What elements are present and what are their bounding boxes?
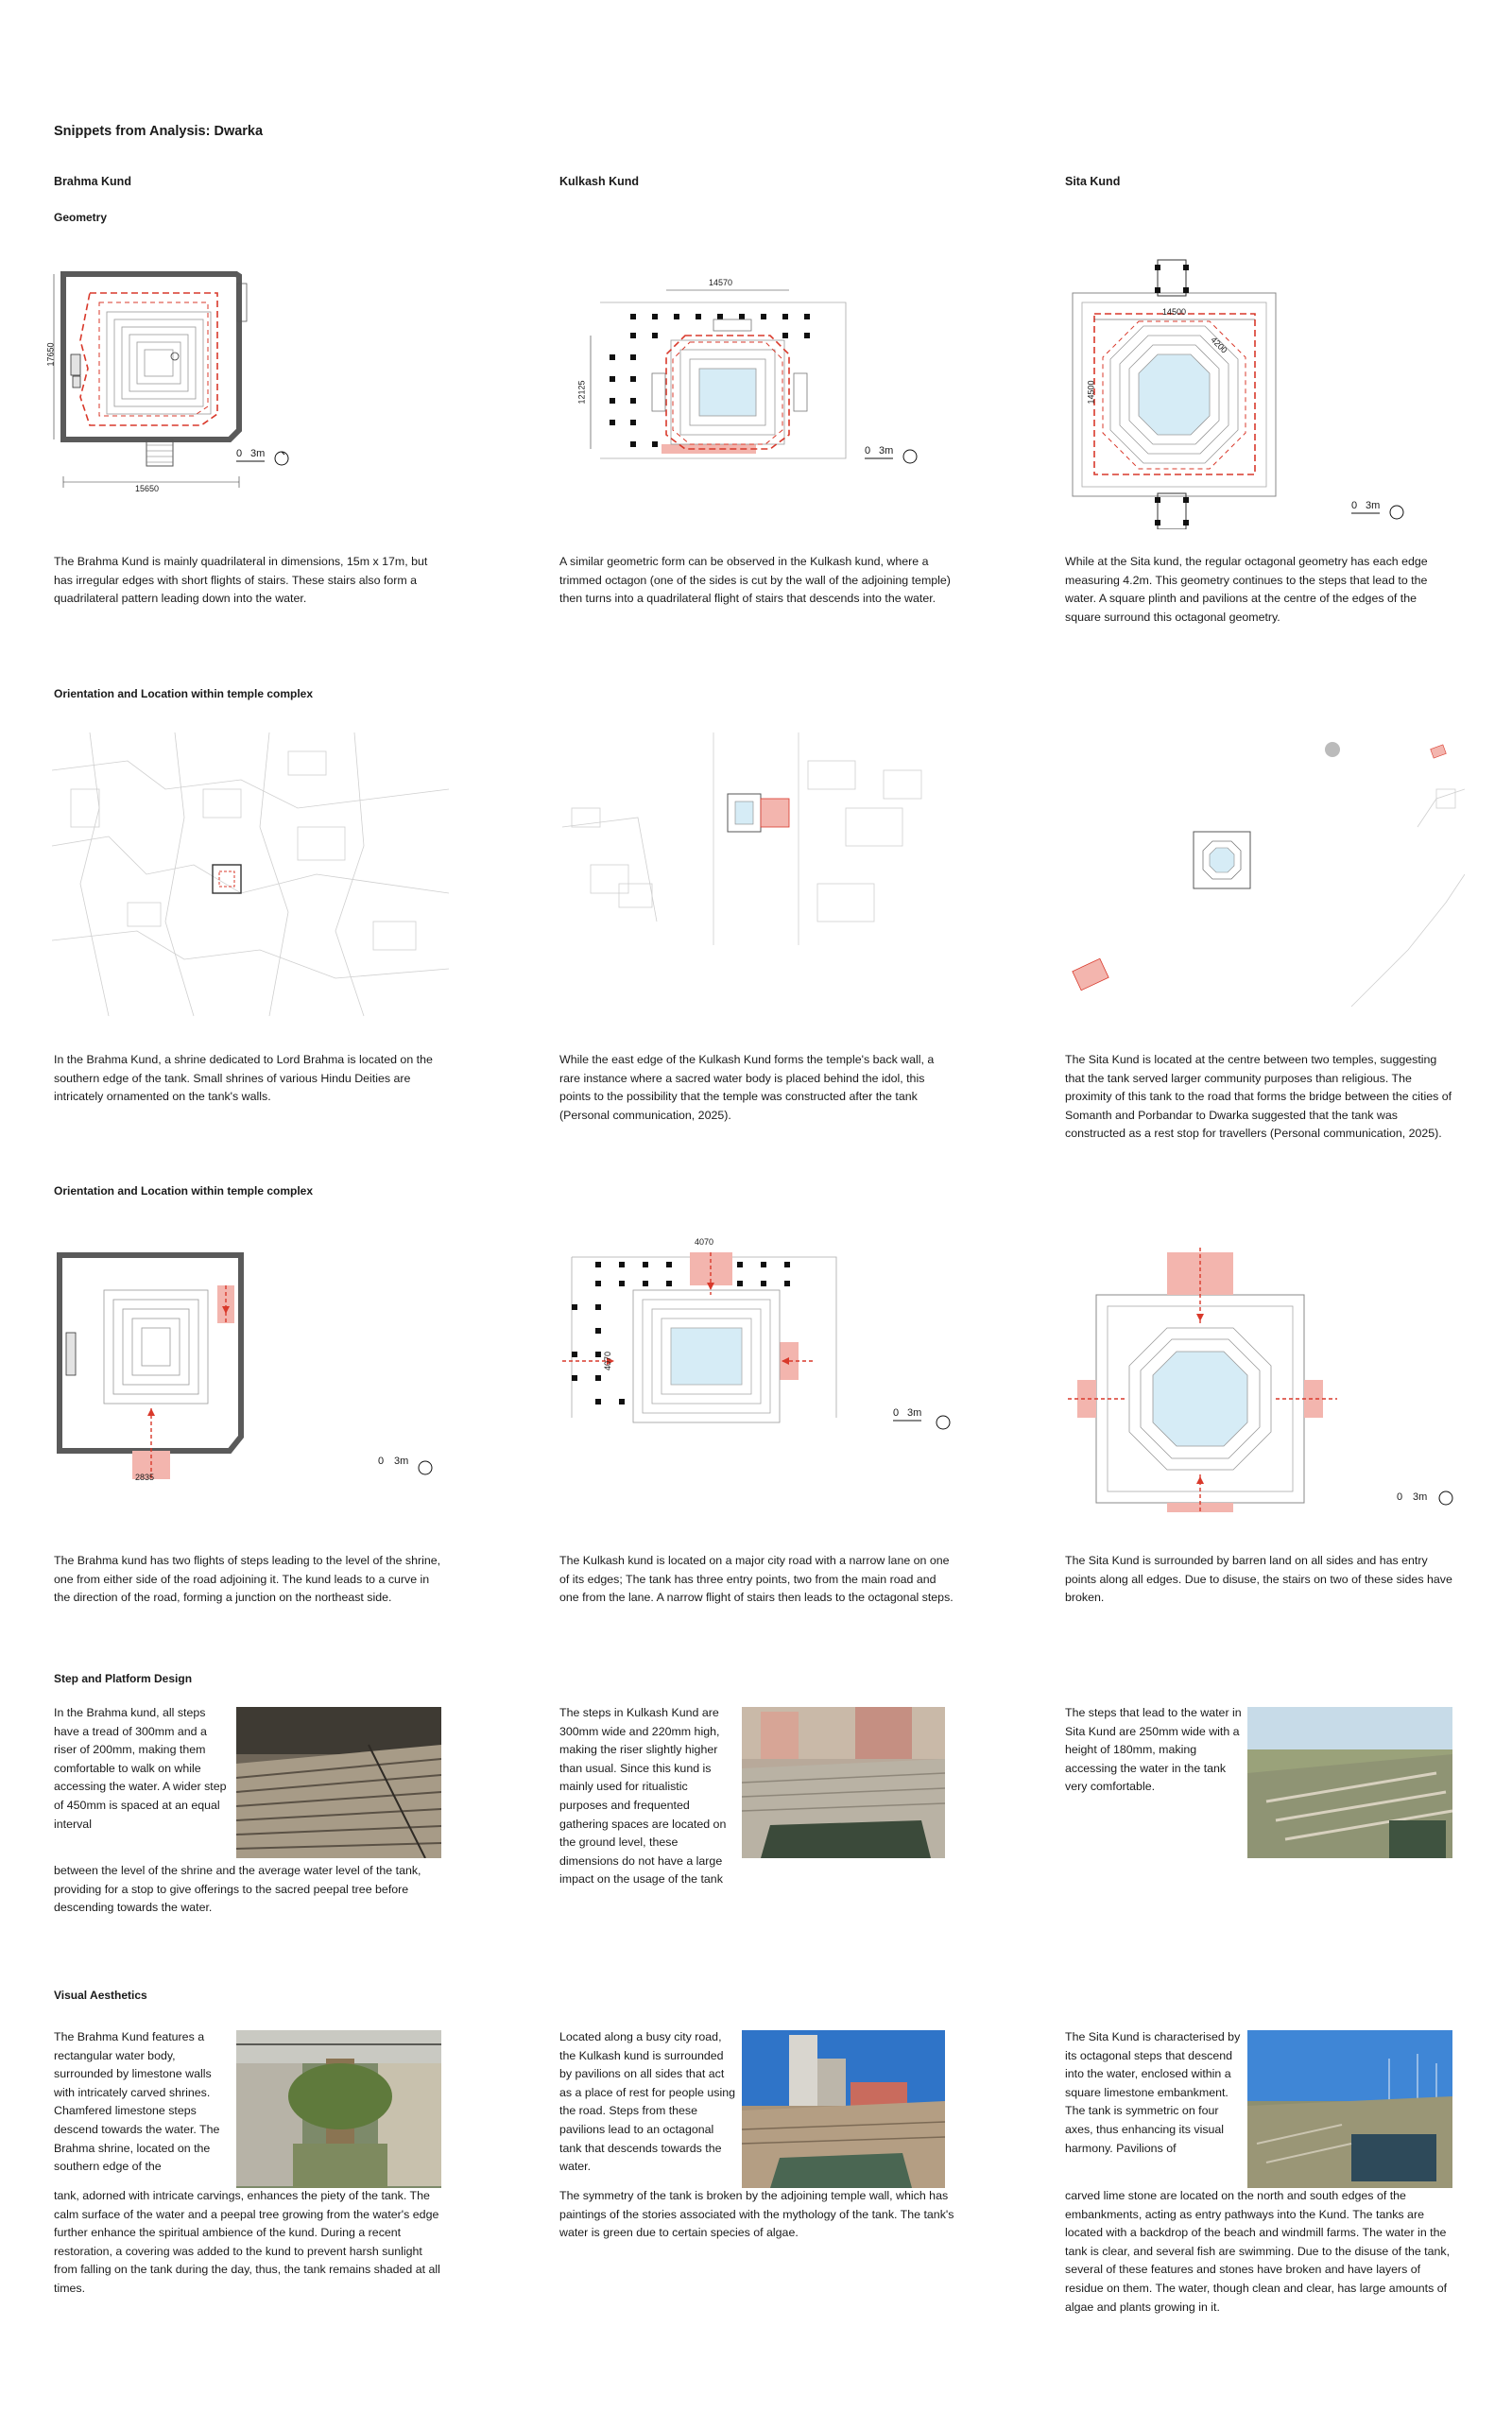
section-heading-aesthetics: Visual Aesthetics — [54, 1989, 147, 2002]
sita-scale-zero: 0 — [1351, 500, 1358, 511]
steps-text-sita: The steps that lead to the water in Sita Kund are 250mm wide with a height of 180mm, making accessing the water in the tank very comfortable. — [1065, 1706, 1242, 1794]
brahma-access-plan — [52, 1248, 449, 1484]
kulkash-location-map — [562, 732, 959, 945]
sita-geometry-plan — [1068, 255, 1408, 529]
geometry-text-brahma: The Brahma Kund is mainly quadrilateral in dimensions, 15m x 17m, but has irregular edges with short flights of stairs. These stairs also form a quadrilateral pattern leading down into the water. — [54, 555, 428, 606]
aesthetics-text-sita-top: The Sita Kund is characterised by its octagonal steps that descend into the water, enclosed within a square limestone embankment. The tank is symmetric on four axes, thus enhancing its visual harmony. Pavilions of — [1065, 2030, 1241, 2155]
sita-access-scale-unit: 3m — [1413, 1491, 1428, 1503]
kulkash-scale-unit: 3m — [879, 445, 894, 457]
kulkash-scale-zero: 0 — [865, 445, 871, 457]
aesthetics-text-brahma-top: The Brahma Kund features a rectangular water body, surrounded by limestone walls with intricately carved shrines. Chamfered limestone steps descend towards the water. The Brahma shrine, located on the southern edge of the — [54, 2030, 220, 2174]
section-heading-access: Orientation and Location within temple complex — [54, 1184, 314, 1198]
brahma-access-scale-zero: 0 — [378, 1456, 385, 1467]
kulkash-access-plan — [562, 1233, 959, 1446]
sita-access-plan — [1068, 1248, 1465, 1512]
brahma-location-map — [52, 732, 449, 1016]
aesthetics-text-kulkash-top: Located along a busy city road, the Kulkash kund is surrounded by pavilions on all sides that act as a place of rest for people using the road. Steps from these pavilions lead to an octagonal tank that descends towards the water. — [559, 2030, 735, 2174]
sita-scale-unit: 3m — [1366, 500, 1381, 511]
section-heading-orientation: Orientation and Location within temple complex — [54, 687, 314, 700]
steps-text-brahma-top: In the Brahma kund, all steps have a tread of 300mm and a riser of 200mm, making them comfortable to walk on while accessing the water. A wider step of 450mm is spaced at an equal interval — [54, 1706, 227, 1831]
sita-height-dim: 14500 — [1086, 380, 1096, 405]
brahma-geometry-plan — [45, 265, 307, 501]
brahma-access-scale-unit: 3m — [394, 1456, 409, 1467]
steps-text-kulkash: The steps in Kulkash Kund are 300mm wide and 220mm high, making the riser slightly higher than usual. Since this kund is mainly used for ritualistic purposes and frequented gathering spaces are located on the ground level, these dimensions do not have a large impact on the usage of the tank — [559, 1706, 727, 1887]
sita-width-dim: 14500 — [1162, 307, 1187, 317]
sita-location-map — [1068, 732, 1465, 1016]
brahma-scale-unit: 3m — [250, 448, 266, 459]
aesthetics-text-kulkash-bottom: The symmetry of the tank is broken by the adjoining temple wall, which has paintings of the stories associated with the mythology of the tank. The tank's water is green due to certain species of algae. — [559, 2189, 954, 2240]
brahma-height-dim: 17650 — [45, 342, 56, 367]
kulkash-height-dim: 12125 — [576, 380, 587, 405]
sita-steps-photo — [1247, 1707, 1452, 1858]
steps-text-brahma-bottom: between the level of the shrine and the average water level of the tank, providing for a stop to give offerings to the sacred peepal tree before descending towards the water. — [54, 1864, 421, 1915]
section-heading-geometry: Geometry — [54, 211, 108, 224]
column-heading-sita: Sita Kund — [1065, 175, 1121, 188]
kulkash-access-scale-unit: 3m — [907, 1407, 922, 1419]
brahma-aesthetics-photo — [236, 2030, 441, 2188]
orientation-text-brahma: In the Brahma Kund, a shrine dedicated to Lord Brahma is located on the southern edge of the tank. Small shrines of various Hindu Deities are intricately ornamented on the tank's walls. — [54, 1053, 433, 1104]
geometry-text-kulkash: A similar geometric form can be observed in the Kulkash kund, where a trimmed octagon (one of the sides is cut by the wall of the adjoining temple) then turns into a quadrilateral flight of stairs that descends into the water. — [559, 555, 951, 606]
kulkash-entry-top-dim: 4070 — [695, 1237, 714, 1247]
section-heading-steps: Step and Platform Design — [54, 1672, 193, 1685]
orientation-text-kulkash: While the east edge of the Kulkash Kund forms the temple's back wall, a rare instance where a sacred water body is placed behind the idol, this points to the possibility that the temple was constructed after the tank (Personal communication, 2025). — [559, 1053, 935, 1122]
kulkash-aesthetics-photo — [742, 2030, 945, 2188]
aesthetics-text-brahma-bottom: tank, adorned with intricate carvings, enhances the piety of the tank. The calm surface of the water and a peepal tree growing from the water's edge further enhance the spiritual ambience of the kund. During a recent restoration, a covering was added to the kund to prevent harsh sunlight from falling on the tank during the day, thus, the tank remains shaded at all times. — [54, 2189, 440, 2295]
kulkash-geometry-plan — [562, 274, 921, 473]
brahma-entry-dim: 2835 — [135, 1473, 155, 1482]
access-text-kulkash: The Kulkash kund is located on a major city road with a narrow lane on one of its edges; The tank has three entry points, two from the main road and one from the lane. A narrow flight of stairs then leads to the octagonal steps. — [559, 1554, 954, 1605]
brahma-width-dim: 15650 — [135, 484, 160, 493]
sita-aesthetics-photo — [1247, 2030, 1452, 2188]
kulkash-entry-side-dim: 4070 — [603, 1351, 613, 1371]
kulkash-width-dim: 14570 — [709, 278, 733, 287]
brahma-scale-zero: 0 — [236, 448, 243, 459]
aesthetics-text-sita-bottom: carved lime stone are located on the north and south edges of the embankments, acting as entry pathways into the Kund. The tanks are located with a backdrop of the beach and windmill farms. The water in the tank is clear, and several fish are swimming. Due to the disuse of the tank, several of these features and stones have broken and have layers of residue on them. The water, though clean and clear, has large amounts of algae and plants growing in it. — [1065, 2189, 1451, 2314]
brahma-steps-photo — [236, 1707, 441, 1858]
access-text-brahma: The Brahma kund has two flights of steps leading to the level of the shrine, one from either side of the road adjoining it. The kund leads to a curve in the direction of the road, forming a junction on the northeast side. — [54, 1554, 441, 1605]
kulkash-steps-photo — [742, 1707, 945, 1858]
column-heading-brahma: Brahma Kund — [54, 175, 131, 188]
page-title: Snippets from Analysis: Dwarka — [54, 124, 264, 139]
geometry-text-sita: While at the Sita kund, the regular octagonal geometry has each edge measuring 4.2m. This geometry continues to the steps that lead to the water. A square plinth and pavilions at the centre of the edges of the square surround this octagonal geometry. — [1065, 555, 1428, 624]
access-text-sita: The Sita Kund is surrounded by barren land on all sides and has entry points along all edges. Due to disuse, the stairs on two of these sides have broken. — [1065, 1554, 1452, 1605]
kulkash-access-scale-zero: 0 — [893, 1407, 900, 1419]
orientation-text-sita: The Sita Kund is located at the centre between two temples, suggesting that the tank served larger community purposes than religious. The proximity of this tank to the road that forms the bridge between the cities of Somanth and Porbandar to Dwarka suggested that the tank was constructed as a rest stop for travellers (Personal communication, 2025). — [1065, 1053, 1452, 1141]
column-heading-kulkash: Kulkash Kund — [559, 175, 640, 188]
sita-edge-dim: 4200 — [1209, 335, 1229, 355]
sita-access-scale-zero: 0 — [1397, 1491, 1403, 1503]
